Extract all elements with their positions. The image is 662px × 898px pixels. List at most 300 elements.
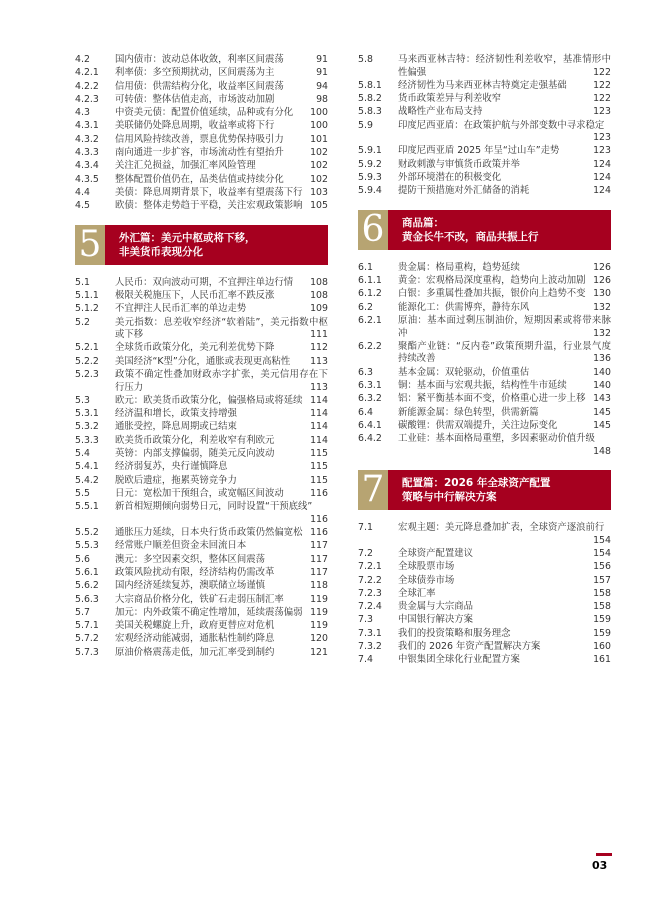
toc-entry-number: 5.9.3 <box>358 172 382 184</box>
toc-entry-page: 156 <box>593 561 611 573</box>
toc-entry-title-text: 欧美货币政策分化，利差收窄有利欧元 <box>115 434 275 446</box>
toc-entry-number: 5.4.1 <box>75 461 99 473</box>
toc-entry[interactable] <box>75 647 328 660</box>
toc-entry-title <box>398 80 611 93</box>
chapter-title-line1: 配置篇：2026 年全球资产配置 <box>402 477 551 490</box>
toc-entry-title <box>398 548 611 561</box>
toc-entry[interactable] <box>75 461 328 474</box>
toc-entry[interactable] <box>75 475 328 488</box>
toc-entry-page: 116 <box>310 513 328 525</box>
toc-entry-title-text: 印度尼西亚盾 2025 年呈“过山车”走势 <box>398 145 560 157</box>
toc-entry-page: 102 <box>310 160 328 172</box>
toc-entry-title <box>115 421 328 434</box>
toc-entry-title-text: 可转债：整体估值走高，市场波动加剧 <box>115 93 275 105</box>
toc-entry-page: 91 <box>316 67 328 79</box>
toc-entry-page: 118 <box>310 580 328 592</box>
toc-entry-title-text: 原油：基本面过剩压制油价，短期因素或将带来脉冲 <box>398 315 611 339</box>
toc-entry-title <box>115 290 328 303</box>
toc-entry[interactable] <box>75 580 328 593</box>
toc-entry-title <box>115 147 328 160</box>
toc-entry-title-text: 经常账户顺差但资金未回流日本 <box>115 540 247 552</box>
toc-entry-number: 5.9.1 <box>358 145 382 157</box>
toc-entry-title <box>398 561 611 574</box>
toc-entry-title <box>115 160 328 173</box>
toc-entry[interactable] <box>75 81 328 94</box>
toc-entry-page: 119 <box>310 620 328 632</box>
toc-entry-page: 140 <box>593 379 611 391</box>
toc-entry-title <box>398 433 611 458</box>
toc-entry-title-text: 全球股票市场 <box>398 561 455 573</box>
toc-entry-title <box>398 407 611 420</box>
chapter-title-line1: 外汇篇：美元中枢或将下移， <box>119 231 256 244</box>
toc-entry-number: 6.1 <box>358 261 373 273</box>
toc-entry[interactable] <box>358 575 611 588</box>
toc-entry[interactable] <box>358 393 611 406</box>
toc-entry[interactable] <box>75 303 328 316</box>
toc-entry-page: 136 <box>593 353 611 365</box>
toc-entry[interactable] <box>358 262 611 275</box>
toc-entry-page: 117 <box>310 540 328 552</box>
toc-entry-page: 132 <box>593 301 611 313</box>
toc-entry-number: 5.2 <box>75 316 90 328</box>
toc-entry-title-text: 美国关税螺旋上升，政府更替应对危机 <box>115 620 275 632</box>
toc-entry-title <box>115 607 328 620</box>
toc-entry-title <box>398 93 611 106</box>
toc-entry-title <box>115 448 328 461</box>
toc-entry-title <box>398 106 611 119</box>
toc-entry-title-text: 脱欧后遗症，拖累英镑竞争力 <box>115 474 237 486</box>
toc-entry-number: 5.9 <box>358 119 373 131</box>
toc-entry-page: 98 <box>316 93 328 105</box>
toc-entry-title <box>115 54 328 67</box>
toc-entry-number: 5.2.1 <box>75 342 99 354</box>
toc-left-column <box>75 54 328 660</box>
toc-entry-title <box>115 317 328 342</box>
toc-entry-page: 116 <box>310 527 328 539</box>
toc-entry-page: 119 <box>310 606 328 618</box>
toc-entry-page: 160 <box>593 641 611 653</box>
toc-entry-title <box>115 567 328 580</box>
toc-entry-page: 114 <box>310 421 328 433</box>
toc-entry-title-text: 聚酯产业链：“反内卷”政策预期升温，行业景气度持续改善 <box>398 340 611 365</box>
toc-entry-page: 100 <box>310 107 328 119</box>
toc-entry[interactable] <box>358 275 611 288</box>
toc-entry[interactable] <box>75 67 328 80</box>
chapter-title-line2: 非美货币表现分化 <box>119 245 203 258</box>
toc-entry-number: 5.2.3 <box>75 369 99 381</box>
toc-entry-title-text: 经济弱复苏，央行谨慎降息 <box>115 461 228 473</box>
toc-entry[interactable] <box>75 342 328 355</box>
toc-entry-title <box>115 488 328 501</box>
toc-entry-title-text: 财政刺激与审慎货币政策并举 <box>398 158 520 170</box>
toc-entry-number: 4.5 <box>75 200 90 212</box>
toc-entry-page: 117 <box>310 553 328 565</box>
toc-entry-title-text: 国内经济延续复苏，澳联储立场谨慎 <box>115 580 266 592</box>
toc-entry-title <box>115 369 328 394</box>
toc-entry[interactable] <box>358 522 611 547</box>
toc-entry-title-text: 提防干预措施对外汇储备的消耗 <box>398 185 530 197</box>
toc-entry-title <box>115 120 328 133</box>
toc-entry-title-text: 铜：基本面与宏观共振，结构性牛市延续 <box>398 379 567 391</box>
toc-entry-page: 161 <box>593 654 611 666</box>
toc-entry-title <box>115 475 328 488</box>
toc-entry[interactable] <box>75 408 328 421</box>
toc-entry-page: 122 <box>593 79 611 91</box>
toc-entry-page: 124 <box>593 172 611 184</box>
toc-entry-number: 4.3.2 <box>75 133 99 145</box>
toc-entry-number: 5.9.4 <box>358 185 382 197</box>
toc-entry-number: 7.2.4 <box>358 601 382 613</box>
toc-entry-page: 123 <box>593 132 611 144</box>
toc-entry[interactable] <box>75 633 328 646</box>
toc-entry[interactable] <box>358 420 611 433</box>
toc-entry[interactable] <box>75 200 328 213</box>
toc-entry-title <box>115 107 328 120</box>
toc-entry-title-text: 全球汇率 <box>398 587 436 599</box>
toc-entry-title <box>115 647 328 660</box>
toc-entry-title-text: 碳酸锂：供需双端提升，关注边际变化 <box>398 419 558 431</box>
toc-entry[interactable] <box>358 341 611 366</box>
toc-entry-number: 5.8 <box>358 54 373 65</box>
toc-entry-page: 94 <box>316 80 328 92</box>
toc-entry-title <box>115 342 328 355</box>
toc-entry-title <box>398 380 611 393</box>
chapter-number: 6 <box>358 210 388 250</box>
toc-entry-page: 117 <box>310 566 328 578</box>
toc-entry[interactable] <box>75 421 328 434</box>
toc-entry-number: 4.3.4 <box>75 160 99 172</box>
toc-entry-number: 5.3.3 <box>75 434 99 446</box>
toc-entry-title-text: 经济韧性为马来西亚林吉特奠定走强基础 <box>398 79 567 91</box>
toc-entry-title-text: 美债：降息周期背景下，收益率有望震荡下行 <box>115 186 303 198</box>
toc-entry-number: 7.3 <box>358 614 373 626</box>
toc-entry-title-text: 印度尼西亚盾：在政策护航与外部变数中寻求稳定 <box>398 119 605 131</box>
toc-entry-title <box>398 341 611 366</box>
toc-entry-title <box>115 580 328 593</box>
toc-entry-number: 4.2.1 <box>75 67 99 79</box>
toc-entry[interactable] <box>75 594 328 607</box>
toc-entry-page: 154 <box>593 547 611 559</box>
toc-entry-title <box>115 620 328 633</box>
toc-entry-page: 126 <box>593 261 611 273</box>
chapter-title <box>105 225 328 265</box>
toc-entry-title <box>398 145 611 158</box>
toc-entry-number: 5.7.2 <box>75 633 99 645</box>
toc-entry[interactable] <box>358 315 611 340</box>
toc-entry[interactable] <box>75 435 328 448</box>
toc-entry-title <box>115 395 328 408</box>
toc-entry-number: 6.1.1 <box>358 275 382 287</box>
toc-entry-page: 113 <box>310 381 328 393</box>
toc-entry[interactable] <box>75 527 328 540</box>
chapter-banner <box>358 210 611 250</box>
toc-entry-title <box>115 200 328 213</box>
toc-entry-title-text: 货币政策差异与利差收窄 <box>398 93 502 105</box>
toc-entry[interactable] <box>358 120 611 145</box>
toc-entry[interactable] <box>75 120 328 133</box>
toc-entry-title <box>398 614 611 627</box>
toc-entry-title <box>115 303 328 316</box>
toc-entry[interactable] <box>75 94 328 107</box>
toc-entry-title-text: 马来西亚林吉特：经济韧性利差收窄，基准情形中性偏强 <box>398 54 611 78</box>
toc-entry[interactable] <box>75 160 328 173</box>
toc-entry-title-text: 大宗商品价格分化，铁矿石走弱压制汇率 <box>115 593 284 605</box>
toc-entry-title-text: 整体配置价值仍在，品类估值或持续分化 <box>115 173 284 185</box>
toc-entry-number: 7.1 <box>358 522 373 534</box>
toc-entry-title-text: 我们的投资策略和服务理念 <box>398 627 511 639</box>
toc-entry[interactable] <box>358 367 611 380</box>
toc-entry-title-text: 美联储仍处降息周期，收益率或将下行 <box>115 120 275 132</box>
toc-entry-title-text: 欧债：整体走势趋于平稳，关注宏观政策影响 <box>115 200 303 212</box>
toc-entry[interactable] <box>75 501 328 526</box>
toc-entry-title-text: 通胀压力延续，日本央行货币政策仍然偏宽松 <box>115 527 303 539</box>
toc-entry-number: 5.6.3 <box>75 593 99 605</box>
toc-entry-page: 109 <box>310 303 328 315</box>
toc-entry-title <box>398 588 611 601</box>
toc-entry-page: 119 <box>310 593 328 605</box>
toc-entry-title-text: 英镑：内部支撑偏弱，随美元反向波动 <box>115 448 275 460</box>
toc-entry-title <box>115 594 328 607</box>
toc-entry[interactable] <box>75 134 328 147</box>
toc-entry-page: 115 <box>310 474 328 486</box>
toc-entry[interactable] <box>75 395 328 408</box>
page-number: 03 <box>592 859 608 872</box>
chapter-title <box>388 470 611 510</box>
toc-entry-title <box>115 527 328 540</box>
toc-entry-title <box>398 575 611 588</box>
toc-entry-number: 6.2 <box>358 301 373 313</box>
toc-entry-title-text: 澳元：多空因素交织，整体区间震荡 <box>115 553 266 565</box>
toc-entry-title <box>115 277 328 290</box>
toc-entry-number: 4.2.3 <box>75 93 99 105</box>
toc-entry[interactable] <box>75 369 328 394</box>
toc-entry-title-text: 中银集团全球化行业配置方案 <box>398 654 520 666</box>
toc-entry-title-text: 我们的 2026 年资产配置解决方案 <box>398 641 541 653</box>
toc-entry-title <box>398 393 611 406</box>
toc-entry[interactable] <box>358 93 611 106</box>
toc-entry[interactable] <box>358 145 611 158</box>
toc-entry[interactable] <box>75 567 328 580</box>
toc-entry-number: 6.3.2 <box>358 393 382 405</box>
toc-entry[interactable] <box>75 290 328 303</box>
toc-entry-title-text: 加元：内外政策不确定性增加，延续震荡偏弱 <box>115 606 303 618</box>
toc-entry-title-text: 新首相短期倾向弱势日元，同时设置“干预底线” <box>115 501 313 513</box>
toc-entry[interactable] <box>358 288 611 301</box>
chapter-banner <box>75 225 328 265</box>
toc-entry-page: 108 <box>310 276 328 288</box>
toc-entry-title-text: 全球债券市场 <box>398 574 455 586</box>
toc-entry-title <box>115 435 328 448</box>
toc-entry[interactable] <box>358 185 611 198</box>
toc-entry-title-text: 美国经济“K型”分化，通胀或表现更高粘性 <box>115 355 291 367</box>
toc-entry-title-text: 白银：多重属性叠加共振，银价向上趋势不变 <box>398 288 586 300</box>
toc-entry[interactable] <box>358 433 611 458</box>
toc-entry-page: 105 <box>310 200 328 212</box>
toc-entry-number: 4.2.2 <box>75 80 99 92</box>
toc-entry[interactable] <box>358 548 611 561</box>
toc-entry-page: 124 <box>593 158 611 170</box>
toc-entry-number: 7.2.3 <box>358 587 382 599</box>
toc-entry-title-text: 黄金：宏观格局深度重构，趋势向上波动加剧 <box>398 275 586 287</box>
toc-entry-title <box>398 54 611 79</box>
toc-entry-title <box>398 288 611 301</box>
toc-entry-number: 5.7 <box>75 606 90 618</box>
toc-entry-number: 5.7.3 <box>75 646 99 658</box>
toc-entry-title-text: 美元指数：息差收窄经济“软着陆”，美元指数中枢或下移 <box>115 316 328 341</box>
toc-entry-title-text: 极限关税施压下，人民币汇率不跌反涨 <box>115 290 275 302</box>
toc-entry[interactable] <box>358 172 611 185</box>
toc-entry-title-text: 欧元：欧美货币政策分化，偏强格局或将延续 <box>115 394 303 406</box>
toc-entry-number: 5.4 <box>75 448 90 460</box>
toc-entry[interactable] <box>358 407 611 420</box>
toc-entry-page: 116 <box>310 487 328 499</box>
toc-entry[interactable] <box>75 317 328 342</box>
toc-entry-page: 120 <box>310 633 328 645</box>
toc-entry-number: 5.6.1 <box>75 566 99 578</box>
toc-entry-page: 121 <box>310 646 328 658</box>
toc-entry-title-text: 贵金属：格局重构，趋势延续 <box>398 261 520 273</box>
toc-entry-page: 122 <box>593 66 611 78</box>
toc-entry-title <box>115 81 328 94</box>
toc-entry[interactable] <box>75 356 328 369</box>
toc-entry-title-text: 通胀受控，降息周期或已结束 <box>115 421 237 433</box>
toc-entry-number: 6.2.2 <box>358 340 382 352</box>
toc-entry-page: 157 <box>593 574 611 586</box>
toc-entry-title-text: 工业硅：基本面格局重塑，多因素驱动价值升级 <box>398 433 595 445</box>
chapter-number: 5 <box>75 225 105 265</box>
toc-entry-page: 140 <box>593 366 611 378</box>
toc-entry-title <box>398 628 611 641</box>
toc-entry-title-text: 信用债：供需结构分化，收益率区间震荡 <box>115 80 284 92</box>
toc-entry[interactable] <box>75 607 328 620</box>
toc-entry[interactable] <box>75 554 328 567</box>
toc-entry-title <box>398 302 611 315</box>
toc-entry-number: 5.3.2 <box>75 421 99 433</box>
toc-entry-title <box>398 641 611 654</box>
toc-entry-number: 5.1.2 <box>75 303 99 315</box>
toc-entry-title-text: 战略性产业布局支持 <box>398 106 483 118</box>
toc-entry[interactable] <box>75 147 328 160</box>
toc-entry-title <box>115 94 328 107</box>
toc-entry-title-text: 能源化工：供需博弈，静待东风 <box>398 301 530 313</box>
toc-entry-number: 5.8.2 <box>358 93 382 105</box>
toc-entry-page: 126 <box>593 275 611 287</box>
toc-entry[interactable] <box>358 80 611 93</box>
toc-entry[interactable] <box>75 540 328 553</box>
toc-entry-title-text: 经济温和增长，政策支持增强 <box>115 408 237 420</box>
toc-entry-number: 7.2 <box>358 547 373 559</box>
toc-entry-page: 103 <box>310 186 328 198</box>
toc-entry[interactable] <box>358 654 611 667</box>
toc-entry-title-text: 不宜押注人民币汇率的单边走势 <box>115 303 247 315</box>
toc-entry-number: 6.3.1 <box>358 379 382 391</box>
toc-entry-number: 5.5.2 <box>75 527 99 539</box>
toc-entry-number: 5.3 <box>75 394 90 406</box>
toc-entry-title <box>398 120 611 145</box>
toc-entry[interactable] <box>358 641 611 654</box>
toc-entry[interactable] <box>75 620 328 633</box>
toc-entry-number: 7.3.2 <box>358 641 382 653</box>
toc-entry-title-text: 宏观经济动能减弱，通胀粘性制约降息 <box>115 633 275 645</box>
toc-entry[interactable] <box>358 588 611 601</box>
toc-entry-title <box>115 501 328 526</box>
toc-entry[interactable] <box>75 54 328 67</box>
toc-entry[interactable] <box>75 107 328 120</box>
toc-entry-page: 114 <box>310 394 328 406</box>
toc-entry-page: 102 <box>310 173 328 185</box>
toc-entry-number: 5.2.2 <box>75 355 99 367</box>
toc-entry-title <box>115 67 328 80</box>
toc-entry[interactable] <box>358 54 611 79</box>
toc-entry-page: 143 <box>593 393 611 405</box>
toc-entry-number: 5.4.2 <box>75 474 99 486</box>
toc-entry-title-text: 全球货币政策分化，美元利差优势下降 <box>115 342 275 354</box>
chapter-title-line2: 策略与中行解决方案 <box>402 491 497 504</box>
toc-entry-number: 7.4 <box>358 654 373 666</box>
toc-entry-page: 123 <box>593 106 611 118</box>
toc-entry[interactable] <box>358 302 611 315</box>
toc-entry-title <box>115 187 328 200</box>
toc-entry-page: 124 <box>593 185 611 197</box>
toc-entry[interactable] <box>358 601 611 614</box>
toc-entry[interactable] <box>358 380 611 393</box>
toc-entry-page: 114 <box>310 434 328 446</box>
toc-entry-page: 91 <box>316 54 328 65</box>
toc-entry-page: 130 <box>593 288 611 300</box>
toc-entry-title-text: 中国银行解决方案 <box>398 614 474 626</box>
toc-entry[interactable] <box>358 106 611 119</box>
footer-accent-bar <box>596 853 612 856</box>
toc-entry[interactable] <box>75 277 328 290</box>
toc-entry-title <box>115 134 328 147</box>
toc-entry-number: 7.2.2 <box>358 574 382 586</box>
toc-entry[interactable] <box>358 159 611 172</box>
toc-entry-title-text: 宏观主题：美元降息叠加扩表，全球资产逐浪前行 <box>398 522 605 534</box>
toc-entry-title-text: 中资美元债：配置价值延续，品种或有分化 <box>115 107 294 119</box>
toc-entry-title <box>398 315 611 340</box>
toc-entry[interactable] <box>75 187 328 200</box>
toc-entry-title <box>398 185 611 198</box>
toc-entry[interactable] <box>358 561 611 574</box>
toc-entry-number: 6.3 <box>358 366 373 378</box>
toc-entry-number: 5.5.3 <box>75 540 99 552</box>
chapter-title-line2: 黄金长牛不改，商品共振上行 <box>402 230 539 243</box>
toc-entry-number: 6.4 <box>358 406 373 418</box>
toc-entry[interactable] <box>358 628 611 641</box>
toc-entry[interactable] <box>75 448 328 461</box>
toc-entry-title <box>115 356 328 369</box>
toc-entry-page: 158 <box>593 587 611 599</box>
toc-entry-page: 114 <box>310 408 328 420</box>
toc-entry-page: 108 <box>310 290 328 302</box>
toc-entry-number: 5.3.1 <box>75 408 99 420</box>
toc-entry-title-text: 关注汇兑损益，加强汇率风险管理 <box>115 160 256 172</box>
toc-entry-number: 4.3.1 <box>75 120 99 132</box>
toc-entry-page: 100 <box>310 120 328 132</box>
toc-entry-page: 159 <box>593 614 611 626</box>
toc-entry-page: 158 <box>593 601 611 613</box>
toc-entry[interactable] <box>358 614 611 627</box>
toc-entry-number: 5.8.1 <box>358 79 382 91</box>
toc-entry-page: 112 <box>310 342 328 354</box>
toc-entry-page: 145 <box>593 419 611 431</box>
chapter-title-line1: 商品篇： <box>402 216 444 229</box>
toc-entry[interactable] <box>75 174 328 187</box>
toc-entry-title <box>398 522 611 547</box>
toc-entry-title <box>115 461 328 474</box>
toc-entry[interactable] <box>75 488 328 501</box>
toc-entry-title-text: 利率债：多空预期扰动，区间震荡为主 <box>115 67 275 79</box>
